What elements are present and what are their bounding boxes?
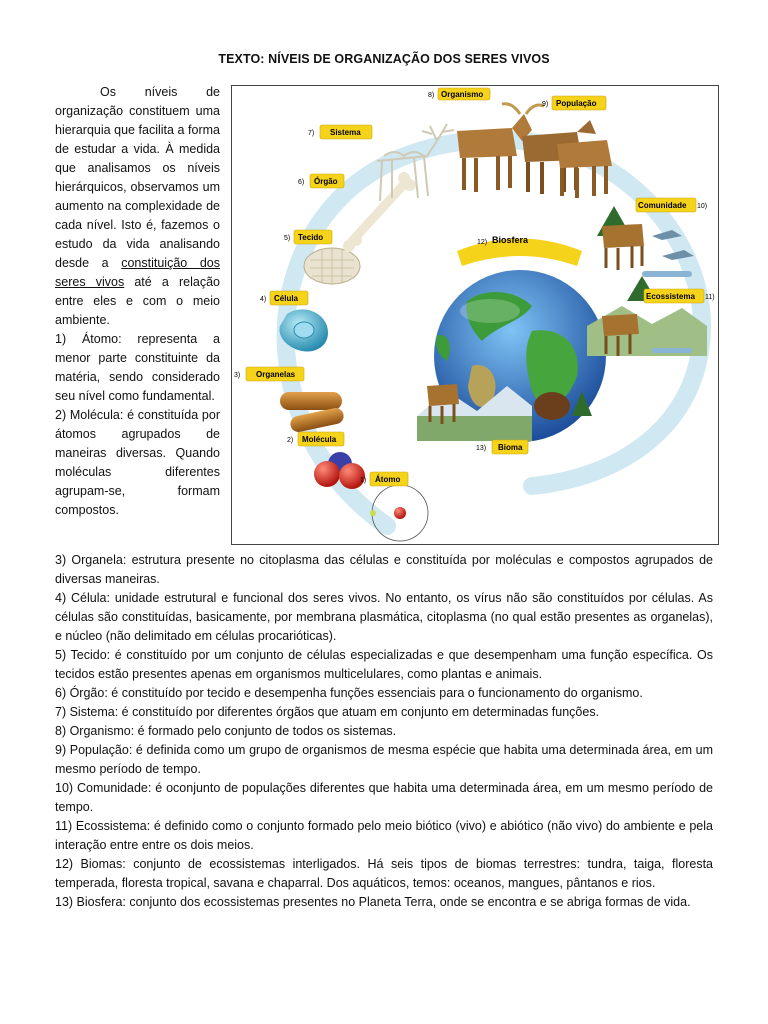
svg-text:4): 4) [260, 296, 267, 303]
label-tecido [284, 230, 332, 244]
svg-text:Organismo: Organismo [441, 90, 484, 99]
svg-text:11): 11) [705, 294, 715, 301]
label-organelas [234, 367, 304, 381]
svg-text:2): 2) [287, 437, 294, 444]
levels-diagram [232, 86, 718, 544]
list-item: 7) Sistema: é constituído por diferentes órgãos que atuam em conjunto em determinadas funções. [55, 705, 600, 719]
intro-paragraph: Os níveis de organização constituem uma hierarquia que facilita a forma de estudar a vida. À medida que analisamos os níveis hierárquicos, observamos um aumento na complexidade de cada nível. Isto é, fazemos o estudo da vida analisando desde a constituição dos seres vivos até a relação entre eles e com o meio ambiente. [55, 85, 220, 327]
list-item: 6) Órgão: é constituído por tecido e desempenha funções essenciais para o funcionamento do organismo. [55, 686, 643, 700]
levels-list [55, 551, 713, 912]
svg-text:Célula: Célula [274, 294, 299, 303]
svg-text:5): 5) [284, 235, 291, 242]
svg-text:Biosfera: Biosfera [492, 235, 529, 245]
svg-text:8): 8) [428, 92, 435, 99]
underlined-phrase: constituição dos seres vivos [55, 256, 220, 289]
svg-text:Órgão: Órgão [314, 177, 338, 186]
svg-text:3): 3) [234, 372, 241, 379]
population-icon [522, 120, 612, 198]
list-item: 12) Biomas: conjunto de ecossistemas interligados. Há seis tipos de biomas terrestres: tundra, taiga, floresta temperada, floresta tropical, savana e chaparral. Dos aquáticos, temos: oceanos, mangues, pântanos e rios. [55, 857, 713, 890]
label-ecossistema [644, 289, 715, 303]
list-item: 3) Organela: estrutura presente no citoplasma das células e constituída por moléculas e compostos agrupados de diversas maneiras. [55, 553, 713, 586]
item-molecula: 2) Molécula: é constituída por átomos agrupados de maneiras diversas. Quando moléculas diferentes agrupam-se, formam compostos. [55, 408, 220, 517]
list-item: 10) Comunidade: é oconjunto de populações diferentes que habita uma determinada área, em um mesmo período de tempo. [55, 781, 713, 814]
svg-text:Ecossistema: Ecossistema [646, 292, 695, 301]
label-celula [260, 291, 308, 305]
svg-text:População: População [556, 99, 597, 108]
label-sistema [308, 125, 372, 139]
label-organismo [428, 88, 490, 100]
label-orgao [298, 174, 344, 188]
svg-text:1): 1) [360, 477, 367, 484]
page-title: TEXTO: NÍVEIS DE ORGANIZAÇÃO DOS SERES VIVOS [218, 52, 550, 66]
svg-text:9): 9) [542, 101, 549, 108]
list-item: 8) Organismo: é formado pelo conjunto de todos os sistemas. [55, 724, 397, 738]
svg-text:Bioma: Bioma [498, 443, 523, 452]
item-atomo: 1) Átomo: representa a menor parte constituinte da matéria, sendo considerado seu nível como fundamental. [55, 332, 220, 403]
svg-text:Sistema: Sistema [330, 128, 361, 137]
label-comunidade [636, 198, 707, 212]
svg-text:7): 7) [308, 130, 315, 137]
label-populacao [542, 96, 606, 110]
svg-text:13): 13) [476, 445, 487, 452]
svg-text:Organelas: Organelas [256, 370, 296, 379]
intro-column [55, 83, 220, 520]
svg-text:6): 6) [298, 179, 305, 186]
list-item: 9) População: é definida como um grupo de organismos de mesma espécie que habita uma determinada área, em um mesmo período de tempo. [55, 743, 713, 776]
list-item: 11) Ecossistema: é definido como o conjunto formado pelo meio biótico (vivo) e abiótico (não vivo) do ambiente e pela interação entre entre os dois meios. [55, 819, 713, 852]
organelle-icon [280, 392, 345, 433]
svg-text:Átomo: Átomo [375, 475, 401, 484]
list-item: 5) Tecido: é constituído por um conjunto de células especializadas e que desempenham uma função específica. Os tecidos estão presentes apenas em organismos multicelulares, como plantas e animais. [55, 648, 713, 681]
svg-text:Comunidade: Comunidade [638, 201, 687, 210]
svg-text:Tecido: Tecido [298, 233, 324, 242]
svg-text:Molécula: Molécula [302, 435, 337, 444]
svg-text:12): 12) [477, 239, 488, 246]
label-biosfera [477, 235, 529, 246]
list-item: 13) Biosfera: conjunto dos ecossistemas presentes no Planeta Terra, onde se encontra e se abriga formas de vida. [55, 895, 691, 909]
label-molecula [287, 432, 344, 446]
label-bioma [476, 440, 528, 454]
label-atomo [360, 472, 408, 486]
tissue-icon [304, 248, 360, 284]
svg-text:10): 10) [697, 203, 708, 210]
levels-illustration [231, 85, 719, 545]
list-item: 4) Célula: unidade estrutural e funcional dos seres vivos. No entanto, os vírus não são constituídos por células. As células são constituídas, basicamente, por membrana plasmática, citoplasma (no qual estão presentes as organelas), e núcleo (não delimitado em células procarióticas). [55, 591, 713, 643]
